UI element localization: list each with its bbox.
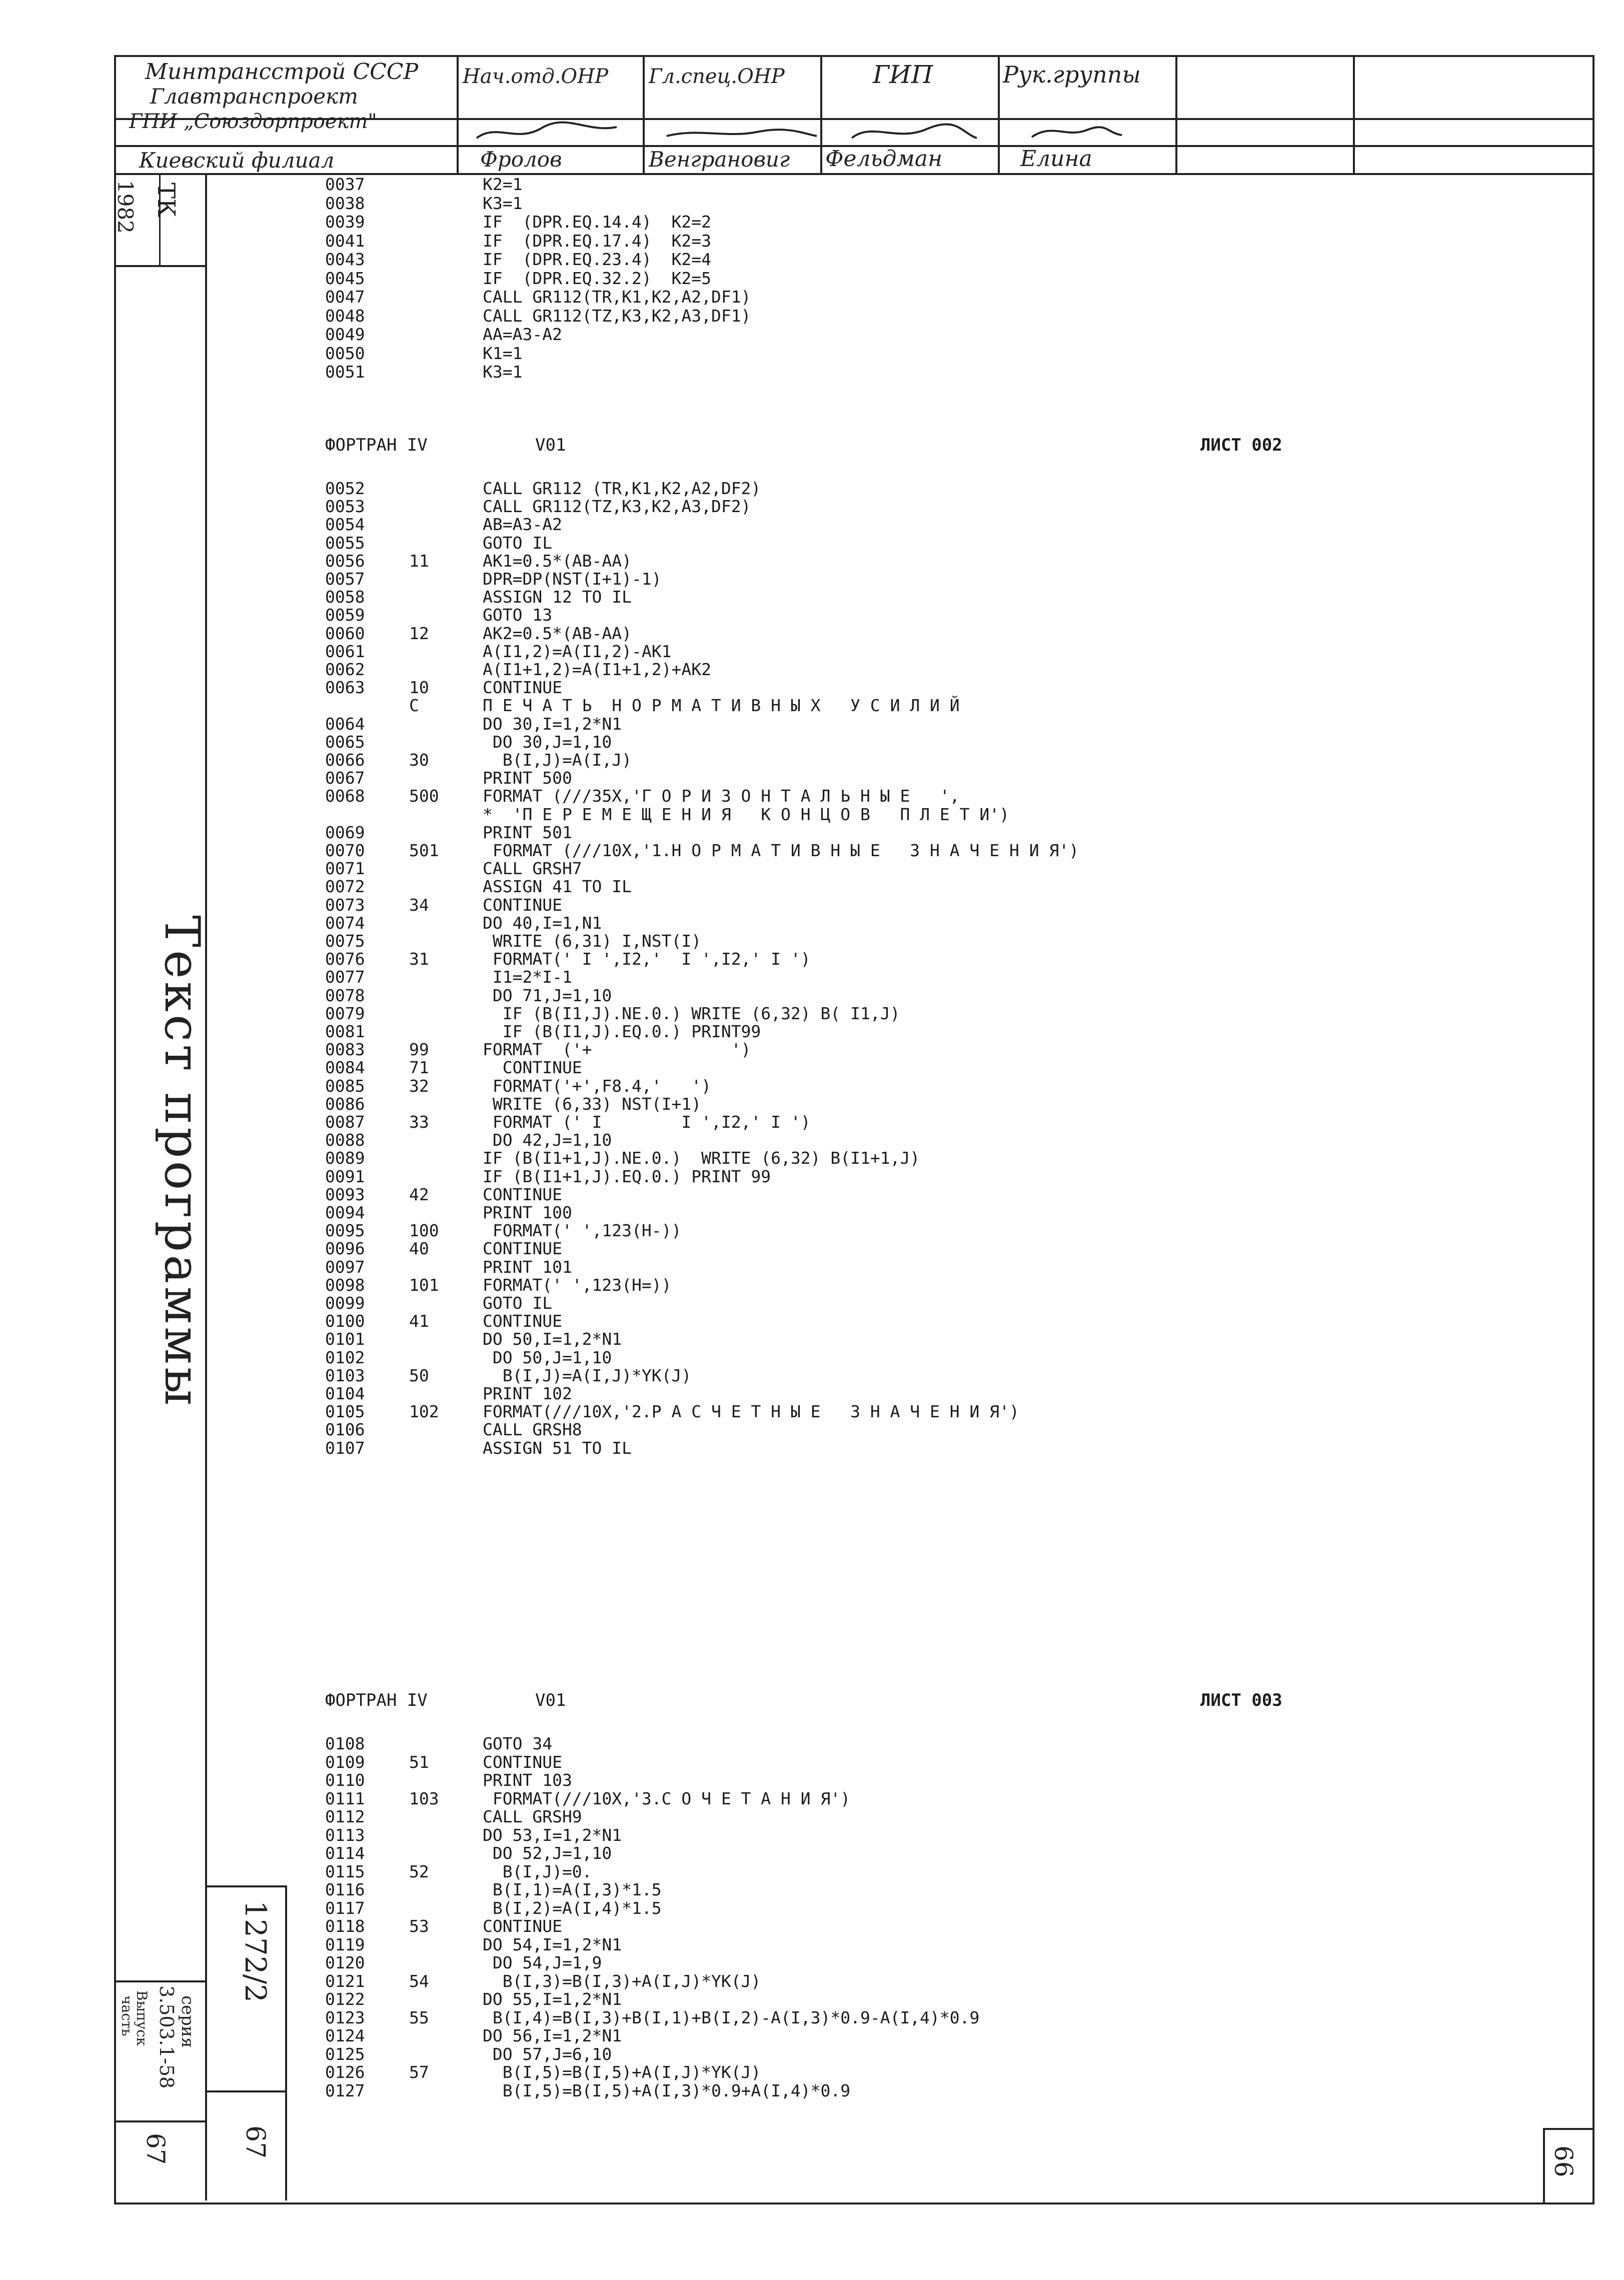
line-number: 0055 [325, 533, 365, 553]
line-number: 0095 [325, 1221, 365, 1241]
statement-text: IF (DPR.EQ.23.4) K2=4 [483, 250, 711, 269]
line-number: 0116 [325, 1880, 365, 1899]
statement-text: GOTO IL [483, 533, 553, 553]
line-number: 0070 [325, 841, 365, 860]
statement-text: WRITE (6,31) I,NST(I) [483, 931, 702, 951]
statement-label: 51 [409, 1752, 429, 1772]
statement-text: CONTINUE [483, 1752, 562, 1772]
statement-text: CONTINUE [483, 895, 562, 915]
org-line-2: Главтранспроект [150, 84, 358, 109]
org-line-3: ГПИ „Союздорпроект" [129, 110, 377, 133]
statement-text: B(I,2)=A(I,4)*1.5 [483, 1898, 662, 1918]
line-number: 0060 [325, 623, 365, 643]
statement-text: PRINT 101 [483, 1257, 572, 1277]
statement-text: ASSIGN 12 TO IL [483, 587, 632, 607]
line-number: 0110 [325, 1770, 365, 1790]
line-number: 0077 [325, 967, 365, 987]
statement-text: FORMAT(' I ',I2,' I ',I2,' I ') [483, 949, 811, 969]
statement-text: ASSIGN 51 TO IL [483, 1438, 632, 1458]
line-number: 0059 [325, 605, 365, 625]
line-number: 0067 [325, 768, 365, 788]
line-number: 0079 [325, 1003, 365, 1023]
line-number: 0041 [325, 231, 365, 251]
statement-text: CONTINUE [483, 1239, 562, 1259]
statement-label: 501 [409, 841, 439, 860]
statement-text: DO 50,I=1,2*N1 [483, 1329, 622, 1349]
line-number: 0039 [325, 212, 365, 232]
line-number: 0091 [325, 1166, 365, 1186]
statement-text: CALL GRSH7 [483, 859, 582, 879]
statement-text: DO 52,J=1,10 [483, 1843, 612, 1863]
statement-text: IF (B(I1,J).EQ.0.) PRINT99 [483, 1022, 761, 1041]
line-number: 0126 [325, 2062, 365, 2082]
statement-text: DO 54,J=1,9 [483, 1953, 602, 1972]
statement-text: CALL GR112(TZ,K3,K2,A3,DF2) [483, 497, 751, 517]
statement-text: IF (B(I1+1,J).NE.0.) WRITE (6,32) B(I1+1,J) [483, 1148, 920, 1168]
line-number: 0106 [325, 1420, 365, 1440]
line-number: 0114 [325, 1843, 365, 1863]
line-number: 0122 [325, 1989, 365, 2009]
line-number: 0115 [325, 1861, 365, 1881]
line-number: 0072 [325, 877, 365, 897]
line-number: 0058 [325, 587, 365, 607]
statement-text: FORMAT(///10X,'3.С О Ч Е Т А Н И Я') [483, 1788, 851, 1808]
line-number: 0089 [325, 1148, 365, 1168]
line-number: 0103 [325, 1365, 365, 1385]
statement-label: 55 [409, 2007, 429, 2027]
statement-text: B(I,1)=A(I,3)*1.5 [483, 1880, 662, 1899]
org-line-1: Минтрансстрой СССР [145, 59, 419, 85]
statement-text: FORMAT ('+ ') [483, 1040, 751, 1060]
statement-text: FORMAT(///10X,'2.Р А С Ч Е Т Н Ы Е З Н А Ч Е Н И Я') [483, 1402, 1019, 1422]
statement-text: CALL GR112(TZ,K3,K2,A3,DF1) [483, 306, 751, 326]
line-number: 0096 [325, 1239, 365, 1259]
series-label: серия [178, 1995, 198, 2048]
statement-text: IF (B(I1+1,J).EQ.0.) PRINT 99 [483, 1166, 771, 1186]
fortran-header-1-left: ФОРТРАН IV [325, 435, 428, 455]
statement-label: 102 [409, 1402, 439, 1422]
statement-text: PRINT 500 [483, 768, 572, 788]
line-number: 0085 [325, 1076, 365, 1096]
statement-text: PRINT 501 [483, 822, 572, 842]
line-number: 0047 [325, 287, 365, 307]
line-number: 0074 [325, 913, 365, 933]
issue-label: Выпуск [134, 1990, 150, 2046]
statement-text: CALL GRSH9 [483, 1807, 582, 1826]
line-number: 0105 [325, 1402, 365, 1422]
fortran-header-2-right: ЛИСТ 003 [1200, 1690, 1282, 1710]
statement-label: 41 [409, 1311, 429, 1331]
line-number: 0099 [325, 1293, 365, 1313]
bottom-strip-right [285, 1885, 287, 2200]
document-title: Текст программы [154, 915, 210, 1409]
statement-text: IF (DPR.EQ.14.4) K2=2 [483, 212, 711, 232]
statement-label: 11 [409, 551, 429, 571]
statement-text: GOTO IL [483, 1293, 553, 1313]
statement-label: 30 [409, 750, 429, 770]
line-number: 0120 [325, 1953, 365, 1972]
line-number: 0076 [325, 949, 365, 969]
statement-text: WRITE (6,33) NST(I+1) [483, 1094, 702, 1114]
line-number: 0107 [325, 1438, 365, 1458]
statement-text: PRINT 100 [483, 1203, 572, 1222]
label-tk: ТК [152, 183, 180, 218]
statement-label: 99 [409, 1040, 429, 1060]
line-number: 0071 [325, 859, 365, 879]
statement-text: K3=1 [483, 362, 523, 382]
statement-text: FORMAT (///10X,'1.Н О Р М А Т И В Н Ы Е З Н А Ч Е Н И Я') [483, 841, 1079, 860]
statement-text: B(I,5)=B(I,5)+A(I,3)*0.9+A(I,4)*0.9 [483, 2080, 851, 2100]
line-number: 0066 [325, 750, 365, 770]
line-number: 0081 [325, 1022, 365, 1041]
line-number: 0065 [325, 732, 365, 752]
statement-text: GOTO 13 [483, 605, 553, 625]
statement-label: 71 [409, 1058, 429, 1078]
line-number: 0097 [325, 1257, 365, 1277]
line-number: 0052 [325, 479, 365, 498]
role-chief-spec: Гл.спец.ОНР [649, 65, 785, 88]
statement-text: CONTINUE [483, 1184, 562, 1204]
fortran-header-2-mid: V01 [535, 1690, 566, 1710]
line-number: 0112 [325, 1807, 365, 1826]
statement-text: I1=2*I-1 [483, 967, 572, 987]
statement-text: DO 71,J=1,10 [483, 985, 612, 1005]
statement-text: CONTINUE [483, 678, 562, 698]
line-number: 0125 [325, 2044, 365, 2064]
line-number: 0073 [325, 895, 365, 915]
line-number: 0062 [325, 660, 365, 679]
statement-label: C [409, 696, 419, 716]
statement-label: 42 [409, 1184, 429, 1204]
statement-text: B(I,J)=A(I,J) [483, 750, 632, 770]
statement-label: 100 [409, 1221, 439, 1241]
statement-text: B(I,4)=B(I,3)+B(I,1)+B(I,2)-A(I,3)*0.9-A(I,4)*0.9 [483, 2007, 980, 2027]
statement-label: 40 [409, 1239, 429, 1259]
statement-text: A(I1,2)=A(I1,2)-AK1 [483, 641, 672, 661]
line-number: 0101 [325, 1329, 365, 1349]
statement-text: K2=1 [483, 175, 523, 194]
statement-text: * 'П Е Р Е М Е Щ Е Н И Я К О Н Ц О В П Л Е Т И') [483, 804, 1009, 824]
part-label: часть [119, 1995, 135, 2036]
statement-text: DO 42,J=1,10 [483, 1130, 612, 1150]
statement-text: PRINT 103 [483, 1770, 572, 1790]
statement-text: K1=1 [483, 343, 523, 363]
statement-text: FORMAT (' I I ',I2,' I ') [483, 1112, 811, 1132]
line-number: 0049 [325, 325, 365, 344]
fortran-header-1-mid: V01 [535, 435, 566, 455]
line-number: 0108 [325, 1734, 365, 1753]
line-number: 0045 [325, 268, 365, 288]
line-number: 0088 [325, 1130, 365, 1150]
series-number: 3.503.1-58 [156, 1985, 178, 2089]
series-box-top [114, 1980, 205, 1982]
statement-text: DO 57,J=6,10 [483, 2044, 612, 2064]
statement-text: DO 30,I=1,2*N1 [483, 714, 622, 734]
statement-label: 50 [409, 1365, 429, 1385]
statement-text: IF (DPR.EQ.32.2) K2=5 [483, 268, 711, 288]
statement-text: A(I1+1,2)=A(I1+1,2)+AK2 [483, 660, 711, 679]
statement-label: 33 [409, 1112, 429, 1132]
statement-label: 103 [409, 1788, 439, 1808]
line-number: 0054 [325, 515, 365, 535]
line-number: 0063 [325, 678, 365, 698]
statement-label: 53 [409, 1916, 429, 1936]
line-number: 0043 [325, 250, 365, 269]
line-number: 0050 [325, 343, 365, 363]
statement-label: 57 [409, 2062, 429, 2082]
line-number: 0113 [325, 1825, 365, 1845]
statement-label: 54 [409, 1971, 429, 1991]
line-number: 0086 [325, 1094, 365, 1114]
statement-text: DO 50,J=1,10 [483, 1347, 612, 1367]
statement-text: FORMAT(' ',123(H=)) [483, 1275, 672, 1295]
signer-vengranovich: Венграновиг [649, 147, 790, 172]
fortran-header-1-right: ЛИСТ 002 [1200, 435, 1282, 455]
line-number: 0084 [325, 1058, 365, 1078]
statement-label: 52 [409, 1861, 429, 1881]
line-number: 0100 [325, 1311, 365, 1331]
statement-label: 34 [409, 895, 429, 915]
line-number: 0098 [325, 1275, 365, 1295]
statement-text: FORMAT(' ',123(H-)) [483, 1221, 682, 1241]
document-number: 1272/2 [239, 1900, 273, 2003]
line-number: 0053 [325, 497, 365, 517]
statement-text: DO 53,I=1,2*N1 [483, 1825, 622, 1845]
line-number: 0094 [325, 1203, 365, 1222]
statement-label: 32 [409, 1076, 429, 1096]
line-number: 0124 [325, 2026, 365, 2045]
line-number: 0051 [325, 362, 365, 382]
statement-text: CONTINUE [483, 1058, 582, 1078]
statement-label: 101 [409, 1275, 439, 1295]
statement-text: AA=A3-A2 [483, 325, 562, 344]
line-number: 0104 [325, 1384, 365, 1403]
statement-text: IF (DPR.EQ.17.4) K2=3 [483, 231, 711, 251]
line-number: 0127 [325, 2080, 365, 2100]
doc-number-divider [205, 2090, 285, 2092]
line-number: 0061 [325, 641, 365, 661]
statement-label: 12 [409, 623, 429, 643]
signer-frolov: Фролов [480, 147, 562, 172]
statement-text: B(I,J)=A(I,J)*YK(J) [483, 1365, 692, 1385]
page-small: 67 [240, 2125, 270, 2159]
line-number: 0119 [325, 1934, 365, 1954]
statement-text: K3=1 [483, 193, 523, 213]
line-number: 0109 [325, 1752, 365, 1772]
line-number: 0037 [325, 175, 365, 194]
statement-label: 10 [409, 678, 429, 698]
fortran-header-2-left: ФОРТРАН IV [325, 1690, 428, 1710]
line-number: 0102 [325, 1347, 365, 1367]
series-box-divider [114, 2120, 205, 2122]
statement-text: DO 56,I=1,2*N1 [483, 2026, 622, 2045]
statement-text: AB=A3-A2 [483, 515, 562, 535]
line-number: 0038 [325, 193, 365, 213]
statement-text: GOTO 34 [483, 1734, 553, 1753]
line-number: 0121 [325, 1971, 365, 1991]
statement-text: PRINT 102 [483, 1384, 572, 1403]
sheet-number: 66 [1549, 2145, 1578, 2177]
label-year: 1982 [113, 180, 138, 234]
line-number: 0075 [325, 931, 365, 951]
sheet-small: 67 [141, 2133, 170, 2165]
statement-label: 31 [409, 949, 429, 969]
statement-text: DO 30,J=1,10 [483, 732, 612, 752]
line-number: 0093 [325, 1184, 365, 1204]
signature-marks [457, 118, 1177, 146]
statement-text: FORMAT('+',F8.4,' ') [483, 1076, 711, 1096]
statement-text: DPR=DP(NST(I+1)-1) [483, 569, 662, 589]
statement-text: DO 40,I=1,N1 [483, 913, 602, 933]
statement-text: CALL GRSH8 [483, 1420, 582, 1440]
line-number: 0117 [325, 1898, 365, 1918]
statement-text: AK2=0.5*(AB-AA) [483, 623, 632, 643]
line-number: 0083 [325, 1040, 365, 1060]
signer-elina: Елина [1020, 146, 1092, 172]
statement-text: CALL GR112 (TR,K1,K2,A2,DF2) [483, 479, 761, 498]
org-line-4: Киевский филиал [139, 148, 335, 173]
statement-text: DO 55,I=1,2*N1 [483, 1989, 622, 2009]
line-number: 0069 [325, 822, 365, 842]
statement-label: 500 [409, 786, 439, 806]
line-number: 0056 [325, 551, 365, 571]
line-number: 0087 [325, 1112, 365, 1132]
statement-text: П Е Ч А Т Ь Н О Р М А Т И В Н Ы Х У С И Л И Й [483, 696, 960, 716]
statement-text: B(I,3)=B(I,3)+A(I,J)*YK(J) [483, 1971, 761, 1991]
chief-label: Нач.отд.ОНР [463, 65, 608, 88]
statement-text: FORMAT (///35X,'Г О Р И З О Н Т А Л Ь Н Ы Е ', [483, 786, 960, 806]
signer-feldman: Фельдман [825, 146, 943, 172]
statement-text: ASSIGN 41 TO IL [483, 877, 632, 897]
statement-text: CALL GR112(TR,K1,K2,A2,DF1) [483, 287, 751, 307]
line-number: 0118 [325, 1916, 365, 1936]
line-number: 0057 [325, 569, 365, 589]
role-gip: ГИП [873, 60, 933, 89]
bottom-strip-top [205, 1885, 285, 1887]
statement-text: DO 54,I=1,2*N1 [483, 1934, 622, 1954]
statement-text: B(I,5)=B(I,5)+A(I,J)*YK(J) [483, 2062, 761, 2082]
statement-text: CONTINUE [483, 1311, 562, 1331]
line-number: 0064 [325, 714, 365, 734]
line-number: 0123 [325, 2007, 365, 2027]
statement-text: CONTINUE [483, 1916, 562, 1936]
line-number: 0111 [325, 1788, 365, 1808]
line-number: 0048 [325, 306, 365, 326]
role-group-lead: Рук.группы [1003, 61, 1141, 88]
statement-text: AK1=0.5*(AB-AA) [483, 551, 632, 571]
statement-text: IF (B(I1,J).NE.0.) WRITE (6,32) B( I1,J) [483, 1003, 900, 1023]
line-number: 0078 [325, 985, 365, 1005]
statement-text: B(I,J)=0. [483, 1861, 592, 1881]
line-number: 0068 [325, 786, 365, 806]
